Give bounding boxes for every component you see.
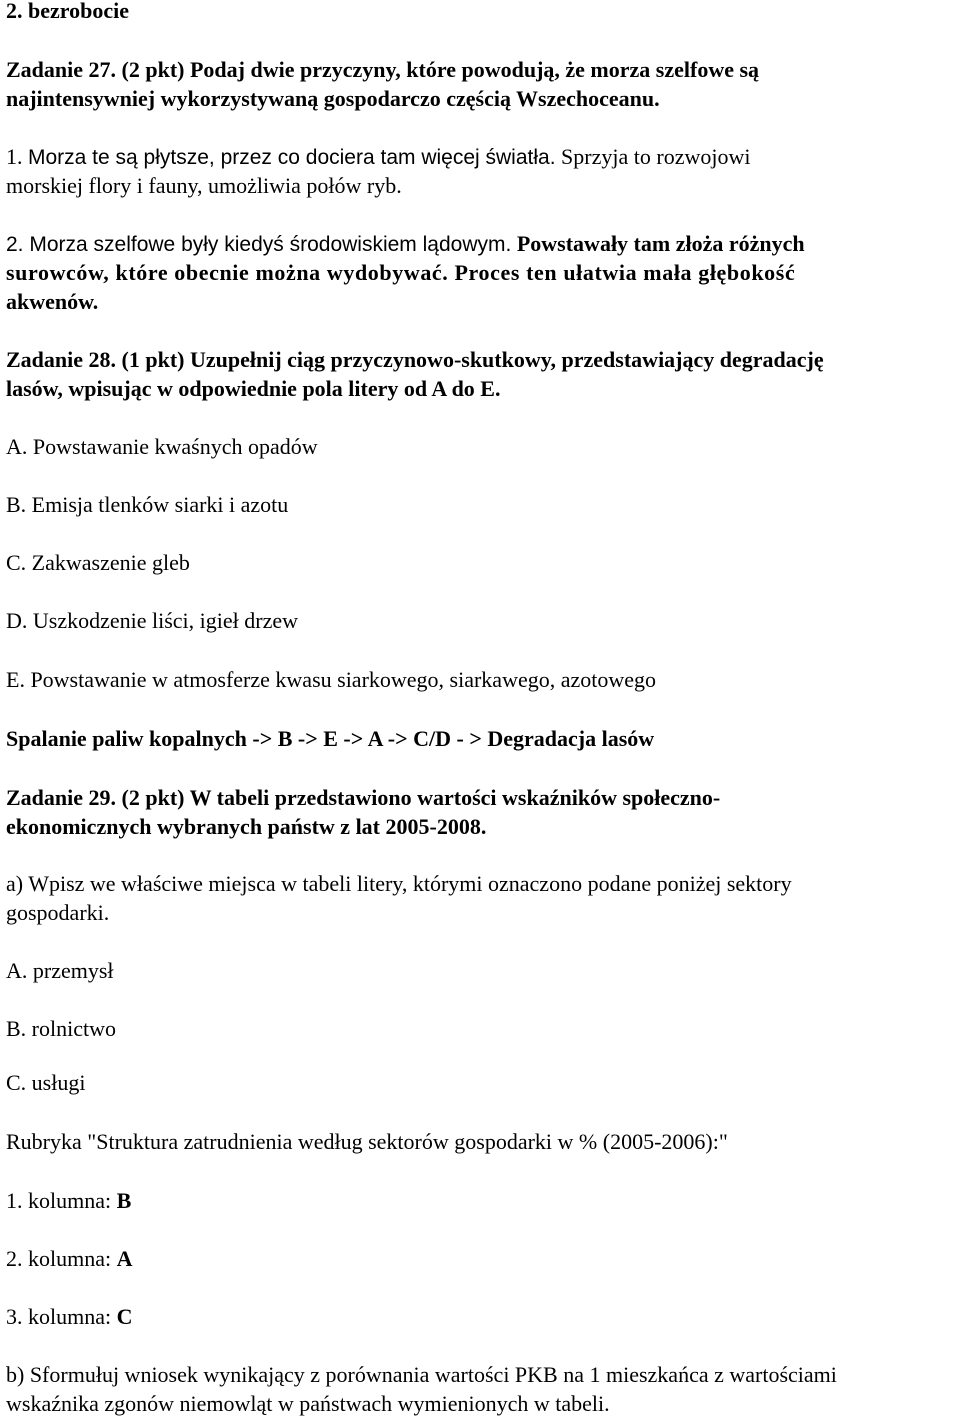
- task28-option-b: B. Emisja tlenków siarki i azotu: [6, 492, 289, 517]
- task27-answer2-line3: akwenów.: [6, 289, 99, 314]
- task28-option-e: E. Powstawanie w atmosferze kwasu siarkowego, siarkawego, azotowego: [6, 667, 657, 692]
- task29-column-3: [6, 1303, 133, 1331]
- answer1-sans-text: Morza te są płytsze, przez co dociera tam więcej światła.: [28, 146, 556, 169]
- answer2-sans-text: 2. Morza szelfowe były kiedyś środowiskiem lądowym.: [6, 233, 512, 256]
- answer1-serif-text: Sprzyja to rozwojowi: [555, 144, 751, 169]
- task28-answer: Spalanie paliw kopalnych -> B -> E -> A -> C/D - > Degradacja lasów: [6, 726, 655, 751]
- task29-rubric: Rubryka "Struktura zatrudnienia według sektorów gospodarki w % (2005-2006):": [6, 1129, 728, 1154]
- task29-heading-line2: ekonomicznych wybranych państw z lat 2005-2008.: [6, 814, 487, 839]
- task29-sector-c: C. usługi: [6, 1070, 86, 1095]
- task29-part-a-line1: a) Wpisz we właściwe miejsca w tabeli litery, którymi oznaczono podane poniżej sektory: [6, 871, 792, 896]
- task28-option-a: A. Powstawanie kwaśnych opadów: [6, 434, 318, 459]
- task27-answer2-line2: surowców, które obecnie można wydobywać. Proces ten ułatwia mała głębokość: [6, 260, 796, 285]
- task29-column-1: [6, 1187, 131, 1215]
- column-2-label: 2. kolumna:: [6, 1246, 117, 1271]
- column-1-value: B: [116, 1188, 132, 1213]
- task29-column-2: [6, 1245, 133, 1273]
- task29-part-b-line1: b) Sformułuj wniosek wynikający z porównania wartości PKB na 1 mieszkańca z wartościami: [6, 1362, 837, 1387]
- task29-part-a-line2: gospodarki.: [6, 900, 110, 925]
- task29-sector-b: B. rolnictwo: [6, 1016, 116, 1041]
- task28-heading-line2: lasów, wpisując w odpowiednie pola litery od A do E.: [6, 376, 501, 401]
- column-3-value: C: [116, 1304, 133, 1329]
- task27-answer1-line1: [6, 143, 750, 172]
- top-line: 2. bezrobocie: [6, 0, 130, 23]
- task28-option-d: D. Uszkodzenie liści, igieł drzew: [6, 608, 299, 633]
- task27-heading-line1: Zadanie 27. (2 pkt) Podaj dwie przyczyny, które powodują, że morza szelfowe są: [6, 57, 760, 82]
- task29-part-b-line2: wskaźnika zgonów niemowląt w państwach wymienionych w tabeli.: [6, 1391, 610, 1416]
- task28-option-c: C. Zakwaszenie gleb: [6, 550, 190, 575]
- task27-answer1-line2: morskiej flory i fauny, umożliwia połów ryb.: [6, 173, 402, 198]
- task27-answer2-line1: [6, 230, 805, 259]
- task27-heading-line2: najintensywniej wykorzystywaną gospodarczo częścią Wszechoceanu.: [6, 86, 660, 111]
- column-3-label: 3. kolumna:: [6, 1304, 117, 1329]
- task28-heading-line1: Zadanie 28. (1 pkt) Uzupełnij ciąg przyczynowo-skutkowy, przedstawiający degradację: [6, 347, 824, 372]
- answer2-serif-text: Powstawały tam złoża różnych: [511, 231, 805, 256]
- task29-heading-line1: Zadanie 29. (2 pkt) W tabeli przedstawiono wartości wskaźników społeczno-: [6, 785, 721, 810]
- column-2-value: A: [116, 1246, 133, 1271]
- task29-sector-a: A. przemysł: [6, 958, 114, 983]
- column-1-label: 1. kolumna:: [6, 1188, 117, 1213]
- answer1-prefix: 1.: [6, 144, 28, 169]
